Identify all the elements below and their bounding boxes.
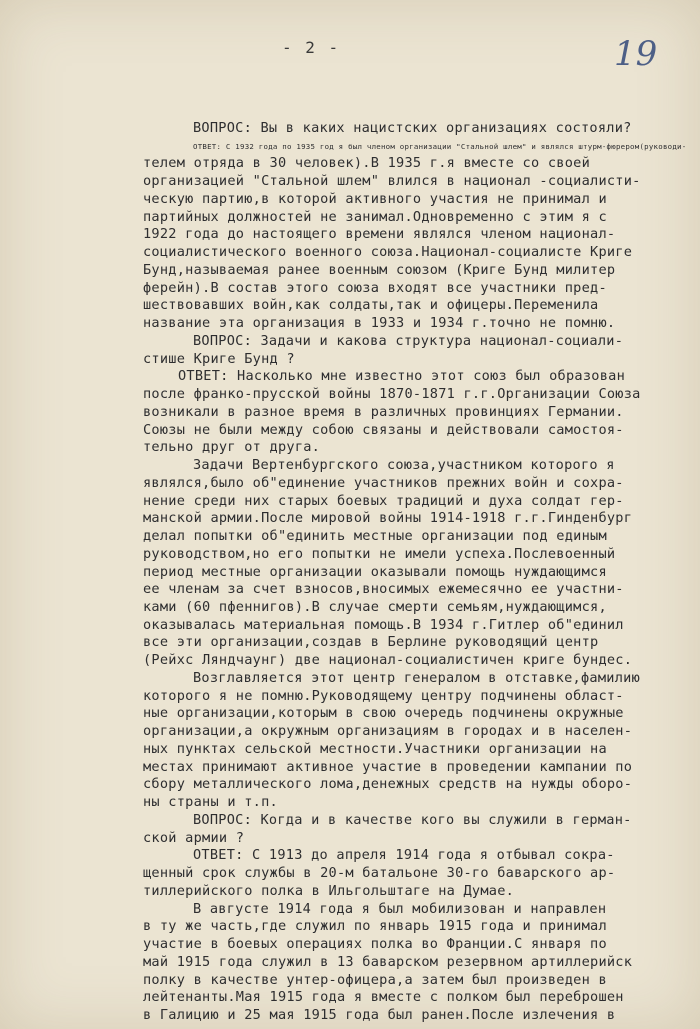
text-line: Задачи Вертенбургского союза,участником которого я (193, 457, 615, 473)
text-line: возникали в разное время в различных провинциях Германии. (143, 404, 624, 420)
text-line: лейтенанты.Мая 1915 года я вместе с полком был переброшен (143, 989, 624, 1005)
text-line: местах принимают активное участие в проведении кампании по (143, 759, 633, 775)
text-line: 1922 года до настоящего времени являлся членом национал- (143, 226, 616, 242)
text-line: ческую партию,в которой активного участия не принимал и (143, 191, 607, 207)
text-line: партийных должностей не занимал.Одновременно с этим я с (143, 209, 607, 225)
text-line: ные организации,которым в свою очередь подчинены окружные (143, 705, 624, 721)
text-line: тельно друг от друга. (143, 439, 321, 455)
text-line: тиллерийского полка в Ильгольштаге на Думае. (143, 883, 515, 899)
text-line: ее членам за счет взносов,вносимых ежемесячно ее участни- (143, 581, 624, 597)
text-line: В августе 1914 года я был мобилизован и направлен (193, 901, 607, 917)
text-line: манской армии.После мировой войны 1914-1918 г.г.Гинденбург (143, 510, 633, 526)
text-line: ных пунктах сельской местности.Участники организации на (143, 741, 607, 757)
text-line: руководством,но его попытки не имели успеха.Послевоенный (143, 546, 616, 562)
text-line: которого я не помню.Руководящему центру подчинены област- (143, 688, 624, 704)
text-line: все эти организации,создав в Берлине руководящий центр (143, 634, 599, 650)
text-line: социалистического военного союза.Национал-социалисте Криге (143, 244, 633, 260)
page-number: - 2 - (282, 38, 341, 57)
text-line: в ту же часть,где служил по январь 1915 года и принимал (143, 918, 607, 934)
text-line: стише Криге Бунд ? (143, 351, 295, 367)
answer-line: ОТВЕТ: Насколько мне известно этот союз был образован (178, 368, 626, 384)
text-line: Возглавляется этот центр генералом в отставке,фамилию (193, 670, 641, 686)
text-line: делал попытки об"единить местные организации под единым (143, 528, 607, 544)
text-line: являлся,было об"единение участников прежних войн и сохра- (143, 475, 624, 491)
text-line: сбору металлического лома,денежных средств на нужды оборо- (143, 776, 633, 792)
text-line: оказывалась материальная помощь.В 1934 г.Гитлер об"единил (143, 617, 624, 633)
text-line: ками (60 пфеннигов).В случае смерти семьям,нуждающимся, (143, 599, 607, 615)
text-line: полку в качестве унтер-офицера,а затем был произведен в (143, 972, 607, 988)
text-line: (Рейхс Ляндчаунг) две национал-социалистичен криге бундес. (143, 652, 633, 668)
text-line: ны страны и т.п. (143, 794, 278, 810)
question-line: ВОПРОС: Вы в каких нацистских организациях состояли? (193, 120, 632, 136)
text-line: щенный срок службы в 20-м батальоне 30-го баварского ар- (143, 865, 616, 881)
text-line: телем отряда в 30 человек).В 1935 г.я вместе со своей (143, 155, 591, 171)
text-line: ской армии ? (143, 830, 245, 846)
answer-line: ОТВЕТ: С 1913 до апреля 1914 года я отбывал сокра- (193, 847, 615, 863)
text-line: Союзы не были между собою связаны и действовали самостоя- (143, 422, 624, 438)
text-line: период местные организации оказывали помощь нуждающимся (143, 564, 607, 580)
text-line: шествовавших войн,как солдаты,так и офицеры.Переменила (143, 297, 599, 313)
text-line: название эта организация в 1933 и 1934 г.точно не помню. (143, 315, 616, 331)
text-line: Бунд,называемая ранее военным союзом (Криге Бунд милитер (143, 262, 616, 278)
handwritten-folio-number: 19 (614, 34, 658, 74)
text-line: май 1915 года служил в 13 баварском резервном артиллерийск (143, 954, 633, 970)
question-line: ВОПРОС: Когда и в качестве кого вы служили в герман- (193, 812, 632, 828)
answer-line: ОТВЕТ: С 1932 года по 1935 год я был членом организации "Стальной шлем" и являлся штурм-фюрером(руководи- (193, 142, 687, 151)
text-line: ферейн).В состав этого союза входят все участники пред- (143, 280, 607, 296)
text-line: участие в боевых операциях полка во Франции.С января по (143, 936, 607, 952)
text-line: нение среди них старых боевых традиций и духа солдат гер- (143, 493, 624, 509)
text-line: после франко-прусской войны 1870-1871 г.г.Организации Союза (143, 386, 641, 402)
question-line: ВОПРОС: Задачи и какова структура национал-социали- (193, 333, 624, 349)
text-line: в Галицию и 25 мая 1915 года был ранен.После излечения в (143, 1007, 616, 1023)
text-line: организации,а окружным организациям в городах и в населен- (143, 723, 633, 739)
text-line: организацией "Стальной шлем" влился в национал -социалисти- (143, 173, 641, 189)
